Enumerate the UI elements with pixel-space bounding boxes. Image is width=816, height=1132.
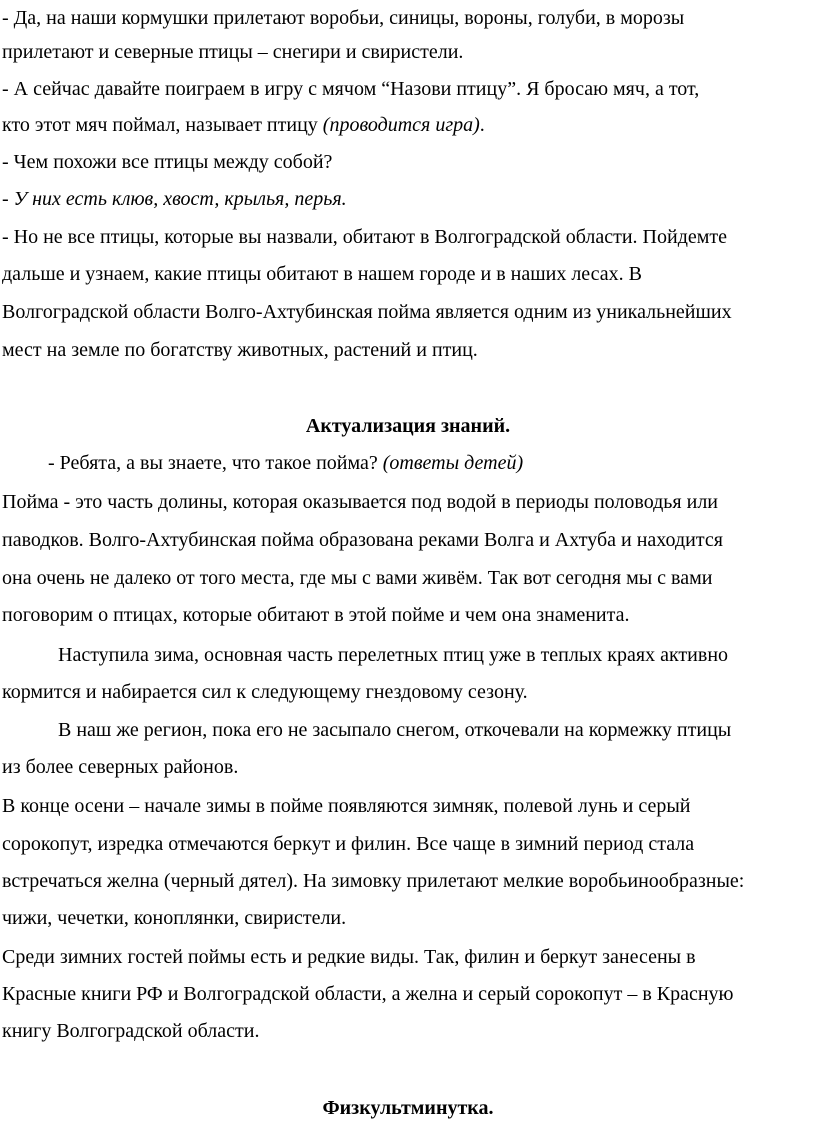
paragraph-line: паводков. Волго-Ахтубинская пойма образована реками Волга и Ахтуба и находится <box>2 529 723 551</box>
paragraph-line: - А сейчас давайте поиграем в игру с мячом “Назови птицу”. Я бросаю мяч, а тот, <box>2 78 700 100</box>
paragraph-line: чижи, чечетки, коноплянки, свиристели. <box>2 907 347 929</box>
paragraph-line: В конце осени – начале зимы в пойме появляются зимняк, полевой лунь и серый <box>2 795 691 817</box>
paragraph-line <box>2 113 485 137</box>
paragraph-line: встречаться желна (черный дятел). На зимовку прилетают мелкие воробьинообразные: <box>2 870 745 892</box>
italic-remark: (проводится игра) <box>322 114 480 136</box>
text-span: - Ребята, а вы знаете, что такое пойма? <box>48 452 383 474</box>
paragraph-line: Красные книги РФ и Волгоградской области, а желна и серый сорокопут – в Красную <box>2 983 734 1005</box>
paragraph-line: кормится и набирается сил к следующему гнездовому сезону. <box>2 681 528 703</box>
italic-remark: (ответы детей) <box>382 452 524 474</box>
paragraph-line: из более северных районов. <box>2 756 239 778</box>
paragraph-line: Наступила зима, основная часть перелетных птиц уже в теплых краях активно <box>58 644 729 666</box>
italic-answer: У них есть клюв, хвост, крылья, перья. <box>13 188 347 210</box>
paragraph-line <box>48 451 523 475</box>
paragraph-line: поговорим о птицах, которые обитают в этой пойме и чем она знаменита. <box>2 604 630 626</box>
text-span: - <box>2 188 14 210</box>
paragraph-line: - Да, на наши кормушки прилетают воробьи, синицы, вороны, голуби, в морозы <box>2 7 685 29</box>
section-heading: Актуализация знаний. <box>305 415 511 437</box>
paragraph-line: дальше и узнаем, какие птицы обитают в нашем городе и в наших лесах. В <box>2 263 643 285</box>
paragraph-line: Волгоградской области Волго-Ахтубинская пойма является одним из уникальнейших <box>2 301 732 323</box>
paragraph-line: Пойма - это часть долины, которая оказывается под водой в периоды половодья или <box>2 491 718 513</box>
paragraph-line <box>2 187 347 211</box>
paragraph-line: мест на земле по богатству животных, растений и птиц. <box>2 339 478 361</box>
paragraph-line: книгу Волгоградской области. <box>2 1020 260 1042</box>
paragraph-line: - Чем похожи все птицы между собой? <box>2 151 333 173</box>
text-span: кто этот мяч поймал, называет птицу <box>2 114 323 136</box>
text-span: . <box>479 114 485 136</box>
paragraph-line: она очень не далеко от того места, где мы с вами живём. Так вот сегодня мы с вами <box>2 567 713 589</box>
paragraph-line: Среди зимних гостей поймы есть и редкие виды. Так, филин и беркут занесены в <box>2 946 696 968</box>
paragraph-line: - Но не все птицы, которые вы назвали, обитают в Волгоградской области. Пойдемте <box>2 226 728 248</box>
section-heading: Физкультминутка. <box>322 1097 494 1119</box>
paragraph-line: В наш же регион, пока его не засыпало снегом, откочевали на кормежку птицы <box>58 719 732 741</box>
paragraph-line: прилетают и северные птицы – снегири и свиристели. <box>2 41 464 63</box>
paragraph-line: сорокопут, изредка отмечаются беркут и филин. Все чаще в зимний период стала <box>2 833 695 855</box>
